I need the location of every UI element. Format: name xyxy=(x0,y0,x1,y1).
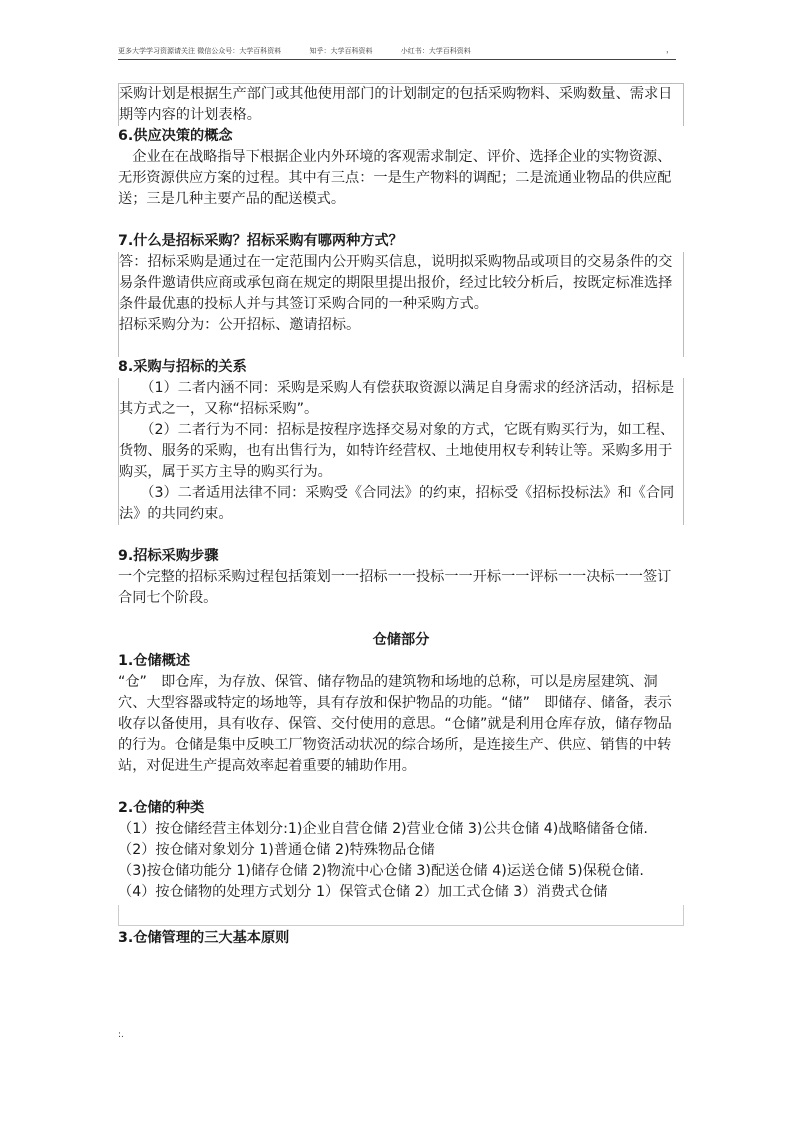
warehouse-type-item: （1）按仓储经营主体划分:1)企业自营仓储 2)营业仓储 3)公共仓储 4)战略储备仓储. xyxy=(118,821,648,837)
section-9-body: 一个完整的招标采购过程包括策划一一招标一一投标一一开标一一评标一一决标一一签订合同七个阶段。 xyxy=(118,569,672,606)
warehouse-type-item: （4）按仓储物的处理方式划分 1）保管式仓储 2）加工式仓储 3）消费式仓储 xyxy=(118,884,608,900)
warehouse-type-item: （2）按仓储对象划分 1)普通仓储 2)特殊物品仓储 xyxy=(118,842,435,858)
section-8-point-2: （2）二者行为不同：招标是按程序选择交易对象的方式，它既有购买行为，如工程、货物、服务的采购，也有出售行为，如特许经营权、土地使用权专利转让等。采购多用于购买，属于买方主导的购买行为。 xyxy=(119,422,675,480)
header-rule xyxy=(118,59,676,60)
spacer xyxy=(118,777,684,798)
header-mark: ， xyxy=(666,45,674,54)
empty-box xyxy=(118,905,684,926)
page-footer: :. xyxy=(118,1030,124,1040)
spacer xyxy=(118,210,684,231)
section-8-point-1: （1）二者内涵不同：采购是采购人有偿获取资源以满足自身需求的经济活动，招标是其方式之一，又称“招标采购”。 xyxy=(119,380,675,417)
spacer xyxy=(118,609,684,630)
warehouse-2-title: 2.仓储的种类 xyxy=(118,800,205,816)
section-7-body-2: 招标采购分为：公开招标、邀请招标。 xyxy=(119,317,361,333)
page-header xyxy=(118,46,678,56)
section-8-title: 8.采购与招标的关系 xyxy=(118,359,247,375)
warehouse-1-title: 1.仓储概述 xyxy=(118,653,191,669)
section-8-box xyxy=(118,378,684,525)
warehouse-type-item: （3)按仓储功能分 1)储存仓储 2)物流中心仓储 3)配送仓储 4)运送仓储 5)保税仓储. xyxy=(118,863,644,879)
part-title: 仓储部分 xyxy=(372,632,430,648)
spacer xyxy=(118,525,684,546)
header-wechat: 更多大学学习资源请关注 微信公众号：大学百科资料 xyxy=(118,47,282,55)
section-7-box xyxy=(118,252,684,357)
warehouse-3-title: 3.仓储管理的三大基本原则 xyxy=(118,930,290,946)
section-6-title: 6.供应决策的概念 xyxy=(118,128,233,144)
header-zhihu: 知乎：大学百科资料 xyxy=(309,47,373,55)
section-8-point-3: （3）二者适用法律不同：采购受《合同法》的约束，招标受《招标投标法》和《合同法》的共同约束。 xyxy=(119,485,675,522)
intro-paragraph: 采购计划是根据生产部门或其他使用部门的计划制定的包括采购物料、采购数量、需求日期等内容的计划表格。 xyxy=(119,86,673,123)
warehouse-1-body: “仓” 即仓库，为存放、保管、储存物品的建筑物和场地的总称，可以是房屋建筑、洞穴、大型容器或特定的场地等，具有存放和保护物品的功能。“储” 即储存、储备，表示收存以备使用，具有收存、保管、交付使用的意思。“仓储”就是利用仓库存放，储存物品的行为。仓储是集中反映工厂物资活动状况的综合场所，是连接生产、供应、销售的中转站，对促进生产提高效率起着重要的辅助作用。 xyxy=(118,674,672,774)
section-9-title: 9.招标采购步骤 xyxy=(118,548,219,564)
document-body xyxy=(118,83,684,949)
header-xiaohongshu: 小红书：大学百科资料 xyxy=(400,47,471,55)
section-7-body: 答：招标采购是通过在一定范围内公开购买信息，说明拟采购物品或项目的交易条件的交易条件邀请供应商或承包商在规定的期限里提出报价，经过比较分析后，按既定标准选择条件最优惠的投标人并与其签订采购合同的一种采购方式。 xyxy=(119,254,673,312)
intro-box xyxy=(118,83,684,126)
spacer xyxy=(119,336,683,357)
section-6-body: 企业在在战略指导下根据企业内外环境的客观需求制定、评价、选择企业的实物资源、无形资源供应方案的过程。其中有三点：一是生产物料的调配；二是流通业物品的供应配送；三是几种主要产品的配送模式。 xyxy=(118,149,672,207)
section-7-title: 7.什么是招标采购？招标采购有哪两种方式？ xyxy=(118,233,403,249)
